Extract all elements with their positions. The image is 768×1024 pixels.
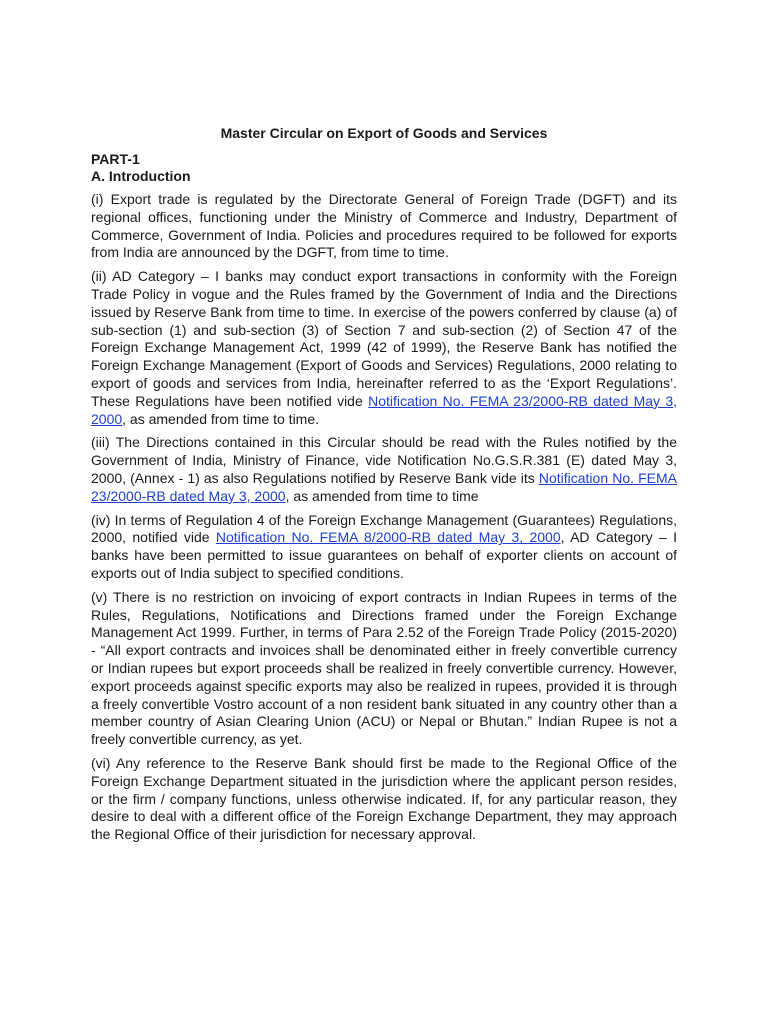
paragraph-text: (iii) The Directions contained in this Circular should be read with the Rules notified by the Government of India, Ministry of Finance, vide Notification No.G.S.R.381 (E) dated May 3, 2000, (Annex - 1) as also Regulations notified by Reserve Bank vide its (91, 434, 677, 486)
paragraph-iii (91, 434, 677, 505)
paragraph-v (91, 589, 677, 749)
section-heading: A. Introduction (91, 168, 191, 184)
fema-23-notification-link[interactable]: Notification No. FEMA 23/2000-RB dated May 3, 2000 (91, 469, 677, 504)
paragraph-text: , AD Category – I banks have been permitted to issue guarantees on behalf of exporter clients on account of exports out of India subject to specified conditions. (91, 529, 678, 581)
paragraph-text: (v) There is no restriction on invoicing of export contracts in Indian Rupees in terms of the Rules, Regulations, Notifications and Directions framed under the Foreign Exchange Management Act 1999. Further, in terms of Para 2.52 of the Foreign Trade Policy (2015-2020) - “All export contracts and invoices shall be denominated either in freely convertible currency or Indian rupees but export proceeds shall be realized in freely convertible currency. However, export proceeds against specific exports may also be realized in rupees, provided it is through a freely convertible Vostro account of a non resident bank situated in any country other than a member country of Asian Clearing Union (ACU) or Nepal or Bhutan.” Indian Rupee is not a freely convertible currency, as yet. (91, 588, 677, 748)
fema-8-notification-link[interactable]: Notification No. FEMA 8/2000-RB dated May 3, 2000 (215, 529, 561, 546)
paragraph-text: (vi) Any reference to the Reserve Bank should first be made to the Regional Office of the Foreign Exchange Department situated in the jurisdiction where the applicant person resides, or the firm / company functions, unless otherwise indicated. If, for any particular reason, they desire to deal with a different office of the Foreign Exchange Department, they may approach the Regional Office of their jurisdiction for necessary approval. (91, 754, 677, 843)
paragraph-text: , as amended from time to time. (122, 410, 320, 427)
part-heading: PART-1 (91, 151, 140, 167)
paragraph-text: (iv) In terms of Regulation 4 of the Foreign Exchange Management (Guarantees) Regulations, 2000, notified vide (91, 511, 677, 546)
document-title: Master Circular on Export of Goods and Services (220, 125, 548, 141)
paragraph-text: (i) Export trade is regulated by the Directorate General of Foreign Trade (DGFT) and its regional offices, functioning under the Ministry of Commerce and Industry, Department of Commerce, Government of India. Policies and procedures required to be followed for exports from India are announced by the DGFT, from time to time. (91, 191, 677, 261)
paragraph-ii (91, 268, 677, 428)
fema-23-notification-link[interactable]: Notification No. FEMA 23/2000-RB dated May 3, 2000 (91, 392, 678, 427)
paragraph-text: , as amended from time to time (285, 487, 479, 504)
paragraph-iv (91, 512, 677, 583)
paragraph-text: (ii) AD Category – I banks may conduct export transactions in conformity with the Foreign Trade Policy in vogue and the Rules framed by the Government of India and the Directions issued by Reserve Bank from time to time. In exercise of the powers conferred by clause (a) of sub-section (1) and sub-section (3) of Section 7 and sub-section (2) of Section 47 of the Foreign Exchange Management Act, 1999 (42 of 1999), the Reserve Bank has notified the Foreign Exchange Management (Export of Goods and Services) Regulations, 2000 relating to export of goods and services from India, hereinafter referred to as the ‘Export Regulations’. These Regulations have been notified vide (91, 268, 677, 409)
document-page (91, 120, 677, 850)
paragraph-vi (91, 755, 677, 844)
paragraph-i (91, 191, 677, 262)
